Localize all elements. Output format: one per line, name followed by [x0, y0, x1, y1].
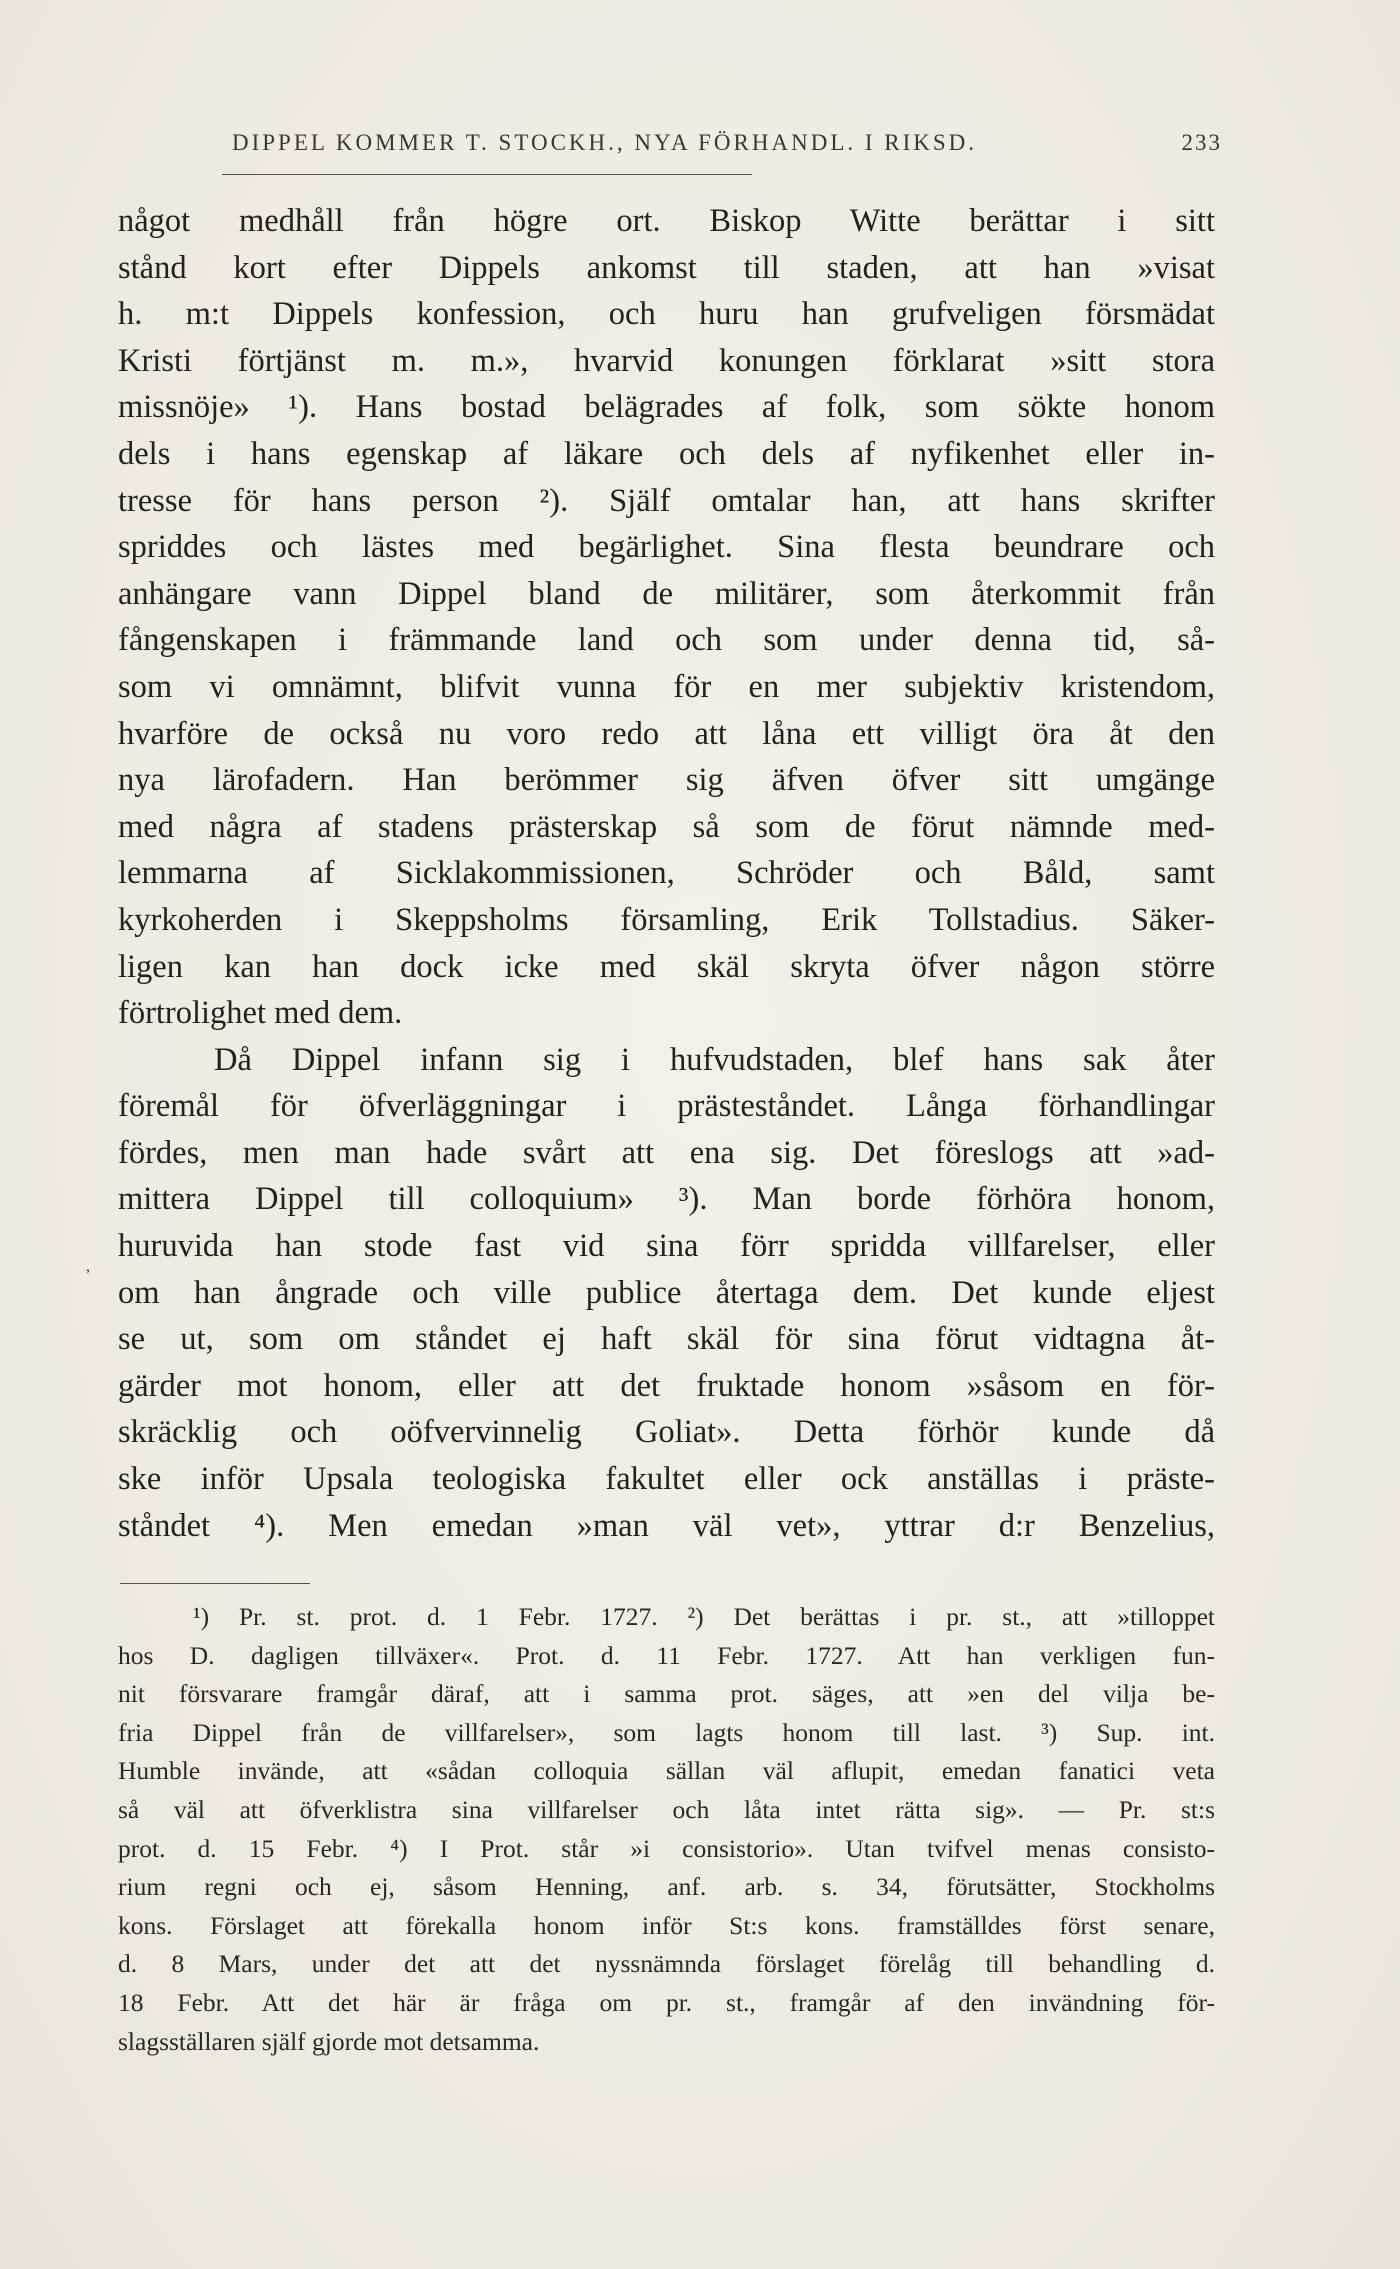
text-line: något medhåll från högre ort. Biskop Witte berättar i sitt	[118, 203, 1215, 239]
footnotes	[118, 1598, 1215, 2061]
footnote-line: så väl att öfverklistra sina villfarelser och låta intet rätta sig». — Pr. st:s	[118, 1794, 1215, 1824]
footnote-line: slagsställaren själf gjorde mot detsamma.	[118, 2026, 540, 2056]
footnote-line: Humble invände, att «sådan colloquia sällan väl aflupit, emedan fanatici veta	[118, 1756, 1215, 1786]
footnote-line: ¹) Pr. st. prot. d. 1 Febr. 1727. ²) Det berättas i pr. st., att »tilloppet	[193, 1602, 1215, 1631]
text-line: huruvida han stode fast vid sina förr spridda villfarelser, eller	[118, 1228, 1215, 1265]
text-line: Kristi förtjänst m. m.», hvarvid konungen förklarat »sitt stora	[118, 342, 1215, 379]
text-line: stånd kort efter Dippels ankomst till staden, att han »visat	[118, 249, 1215, 286]
text-line: ståndet ⁴). Men emedan »man väl vet», yttrar d:r Benzelius,	[118, 1507, 1215, 1544]
text-line: se ut, som om ståndet ej haft skäl för sina förut vidtagna åt-	[118, 1321, 1215, 1358]
header-rule	[222, 174, 752, 175]
text-line: med några af stadens prästerskap så som de förut nämnde med-	[118, 808, 1215, 845]
text-line: fångenskapen i främmande land och som under denna tid, så-	[118, 622, 1215, 659]
main-text	[118, 198, 1215, 1549]
text-line: mittera Dippel till colloquium» ³). Man borde förhöra honom,	[118, 1181, 1215, 1218]
footnote-line: prot. d. 15 Febr. ⁴) I Prot. står »i consistorio». Utan tvifvel menas consisto-	[118, 1833, 1215, 1863]
text-line: tresse för hans person ²). Själf omtalar han, att hans skrifter	[118, 482, 1215, 519]
text-line: gärder mot honom, eller att det fruktade honom »såsom en för-	[118, 1367, 1215, 1404]
running-head: DIPPEL KOMMER T. STOCKH., NYA FÖRHANDL. I RIKSD.	[232, 130, 978, 155]
text-line: ligen kan han dock icke med skäl skryta öfver någon större	[118, 948, 1215, 985]
footnote-line: d. 8 Mars, under det att det nyssnämnda förslaget förelåg till behandling d.	[118, 1949, 1215, 1979]
footnote-line: kons. Förslaget att förekalla honom inför St:s kons. framställdes först senare,	[118, 1910, 1215, 1940]
footnote-line: fria Dippel från de villfarelser», som lagts honom till last. ³) Sup. int.	[118, 1717, 1215, 1747]
text-line: anhängare vann Dippel bland de militärer, som återkommit från	[118, 575, 1215, 612]
text-line: kyrkoherden i Skeppsholms församling, Erik Tollstadius. Säker-	[118, 901, 1215, 938]
text-line: spriddes och lästes med begärlighet. Sina flesta beundrare och	[118, 529, 1215, 566]
margin-mark: ,	[86, 1258, 90, 1275]
footnote-line: hos D. dagligen tillväxer«. Prot. d. 11 Febr. 1727. Att han verkligen fun-	[118, 1640, 1215, 1670]
text-line: ske inför Upsala teologiska fakultet eller ock anställas i präste-	[118, 1461, 1215, 1498]
text-line: dels i hans egenskap af läkare och dels af nyfikenhet eller in-	[118, 435, 1215, 472]
text-line: hvarföre de också nu voro redo att låna ett villigt öra åt den	[118, 715, 1215, 752]
text-line: missnöje» ¹). Hans bostad belägrades af folk, som sökte honom	[118, 389, 1215, 426]
text-line: skräcklig och oöfvervinnelig Goliat». Detta förhör kunde då	[118, 1414, 1215, 1451]
page-number: 233	[1181, 130, 1222, 155]
footnote-line: 18 Febr. Att det här är fråga om pr. st., framgår af den invändning för-	[118, 1987, 1215, 2017]
text-line: nya lärofadern. Han berömmer sig äfven öfver sitt umgänge	[118, 762, 1215, 799]
text-line: som vi omnämnt, blifvit vunna för en mer subjektiv kristendom,	[118, 668, 1215, 705]
text-line: fördes, men man hade svårt att ena sig. Det föreslogs att »ad-	[118, 1134, 1215, 1171]
text-line: om han ångrade och ville publice återtaga dem. Det kunde eljest	[118, 1274, 1215, 1311]
text-line: förtrolighet med dem.	[118, 995, 403, 1032]
footnote-rule	[120, 1583, 310, 1584]
footnote-line: nit försvarare framgår däraf, att i samma prot. säges, att »en del vilja be-	[118, 1679, 1215, 1709]
text-line: Då Dippel infann sig i hufvudstaden, blef hans sak åter	[214, 1041, 1215, 1078]
footnote-line: rium regni och ej, såsom Henning, anf. arb. s. 34, förutsätter, Stockholms	[118, 1872, 1215, 1902]
text-line: föremål för öfverläggningar i prästeståndet. Långa förhandlingar	[118, 1088, 1215, 1125]
text-line: h. m:t Dippels konfession, och huru han grufveligen försmädat	[118, 296, 1215, 333]
page-header	[232, 130, 1222, 170]
text-line: lemmarna af Sicklakommissionen, Schröder och Båld, samt	[118, 855, 1215, 892]
